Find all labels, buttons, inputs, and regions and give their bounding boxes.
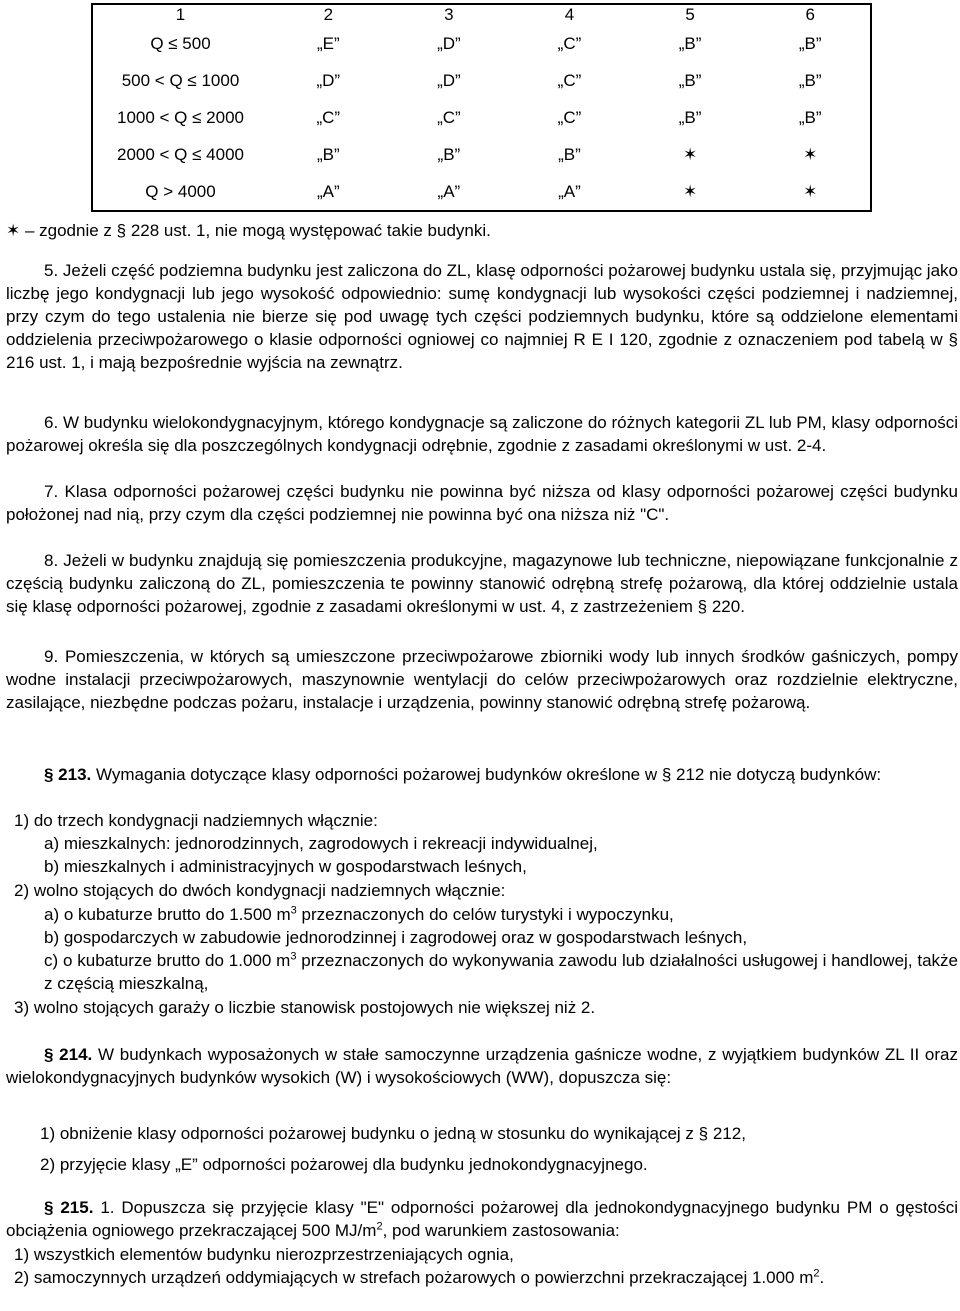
table-cell: „C” xyxy=(316,107,341,127)
table-row xyxy=(92,99,871,136)
item-text: przeznaczonych do wykonywania zawodu lub działalności usługowej i handlowej, także z częścią mieszkalną, xyxy=(44,951,958,993)
table-cell-range: 1000 < Q ≤ 2000 xyxy=(116,107,244,127)
table-cell: „D” xyxy=(437,70,461,90)
list-item: 1) do trzech kondygnacji nadziemnych włącznie: xyxy=(14,811,378,830)
list-item: a) mieszkalnych: jednorodzinnych, zagrodowych i rekreacji indywidualnej, xyxy=(44,834,598,853)
paragraph-6: 6. W budynku wielokondygnacyjnym, którego kondygnacje są zaliczone do różnych kategorii ZL lub PM, klasy odporności pożarowej określa się dla poszczególnych kondygnacji odrębnie, zgodnie z zasadami określonymi w ust. 2-4. xyxy=(6,413,958,455)
star-icon: ✶ xyxy=(803,182,818,201)
table-row xyxy=(92,25,871,62)
superscript: 2 xyxy=(376,1220,383,1233)
table-cell-range: 2000 < Q ≤ 4000 xyxy=(116,144,244,164)
list-item: b) mieszkalnych i administracyjnych w gospodarstwach leśnych, xyxy=(44,857,527,876)
list-item xyxy=(14,1266,954,1289)
table-cell-range: Q ≤ 500 xyxy=(150,33,211,53)
table-cell-range: Q > 4000 xyxy=(145,181,216,201)
superscript: 3 xyxy=(290,950,297,963)
section-214 xyxy=(6,1043,958,1089)
table-header-cell: 3 xyxy=(444,5,454,24)
list-item: 1) obniżenie klasy odporności pożarowej budynku o jedną w stosunku do wynikającej z § 212, xyxy=(40,1124,746,1143)
table-cell: „A” xyxy=(316,181,340,201)
item-text: . xyxy=(819,1268,825,1287)
item-text: c) o kubaturze brutto do 1.000 m xyxy=(44,951,291,970)
table-footnote: ✶ – zgodnie z § 228 ust. 1, nie mogą występować takie budynki. xyxy=(6,221,491,240)
list-item: 2) przyjęcie klasy „E” odporności pożarowej dla budynku jednokondygnacyjnego. xyxy=(40,1155,648,1174)
paragraph-9: 9. Pomieszczenia, w których są umieszczone przeciwpożarowe zbiorniki wody lub innych środków gaśniczych, pompy wodne instalacji przeciwpożarowych, maszynownie wentylacji do celów przeciwpożarowych oraz rozdzielnie elektryczne, zasilające, niezbędne podczas pożaru, instalacje i urządzenia, powinny stanowić odrębną strefę pożarową. xyxy=(6,647,958,712)
table-row xyxy=(92,136,871,173)
table-cell: „B” xyxy=(558,144,581,164)
section-text: 1. Dopuszcza się przyjęcie klasy "E" odporności pożarowej dla jednokondygnacyjnego budynku PM o gęstości obciążenia ogniowego przekraczającej 500 MJ/m xyxy=(6,1198,958,1240)
table-cell: „C” xyxy=(557,33,582,53)
table-cell: „B” xyxy=(798,70,822,90)
paragraph-7: 7. Klasa odporności pożarowej części budynku nie powinna być niższa od klasy odporności pożarowej części budynku położonej nad nią, przy czym dla części podziemnej nie powinna być ona niższa niż "C". xyxy=(6,482,958,524)
table-cell: „E” xyxy=(316,33,340,53)
table-row xyxy=(92,173,871,211)
item-text: przeznaczonych do celów turystyki i wypoczynku, xyxy=(296,905,674,924)
table-cell: „A” xyxy=(437,181,461,201)
superscript: 3 xyxy=(290,904,297,917)
item-text: 2) samoczynnych urządzeń oddymiających w strefach pożarowych o powierzchni przekraczającej 1.000 m xyxy=(14,1268,814,1287)
table-cell: „D” xyxy=(437,33,461,53)
table-cell: „C” xyxy=(557,70,582,90)
star-icon: ✶ xyxy=(682,145,698,164)
table-header-row xyxy=(92,4,871,25)
table-cell: „C” xyxy=(557,107,582,127)
section-number: § 215. xyxy=(44,1198,94,1217)
section-text: , pod warunkiem zastosowania: xyxy=(382,1221,620,1240)
star-icon: ✶ xyxy=(682,182,698,201)
list-item: 1) wszystkich elementów budynku nierozprzestrzeniających ognia, xyxy=(14,1245,514,1264)
section-215 xyxy=(6,1196,958,1242)
list-item: 3) wolno stojących garaży o liczbie stanowisk postojowych nie większej niż 2. xyxy=(14,998,596,1017)
fire-resistance-table xyxy=(91,3,872,212)
paragraph-5: 5. Jeżeli część podziemna budynku jest zaliczona do ZL, klasę odporności pożarowej budynku ustala się, przyjmując jako liczbę jego kondygnacji lub jego wysokość odpowiednio: sumę kondygnacji lub wysokości części podziemnej i nadziemnej, przy czym do tego ustalenia nie bierze się pod uwagę tych części podziemnych budynku, które są oddzielone elementami oddzielenia przeciwpożarowego o klasie odporności ogniowej co najmniej R E I 120, zgodnie z oznaczeniem pod tabelą w § 216 ust. 1, i mają bezpośrednie wyjścia na zewnątrz. xyxy=(6,261,958,372)
table-cell: „D” xyxy=(316,70,341,90)
star-icon: ✶ xyxy=(803,145,818,164)
superscript: 2 xyxy=(813,1267,820,1280)
table-cell: „B” xyxy=(678,107,702,127)
table-cell: „B” xyxy=(316,144,340,164)
table-cell: „A” xyxy=(558,181,581,201)
table-header-cell: 4 xyxy=(564,5,575,24)
table-cell: „B” xyxy=(798,107,822,127)
table-cell: „C” xyxy=(437,107,461,127)
list-item xyxy=(44,949,958,995)
table-cell: „B” xyxy=(798,33,822,53)
table-header-cell: 6 xyxy=(805,5,815,24)
table-cell: „B” xyxy=(678,33,702,53)
section-number: § 214. xyxy=(44,1045,93,1064)
section-text: W budynkach wyposażonych w stałe samoczynne urządzenia gaśnicze wodne, z wyjątkiem budynków ZL II oraz wielokondygnacyjnych budynków wysokich (W) i wysokościowych (WW), dopuszcza się: xyxy=(6,1045,958,1087)
table-cell: „B” xyxy=(437,144,461,164)
table-row xyxy=(92,62,871,99)
list-item xyxy=(44,903,674,926)
table-header-cell: 1 xyxy=(175,5,186,24)
item-text: a) o kubaturze brutto do 1.500 m xyxy=(44,905,291,924)
table-cell: „B” xyxy=(678,70,702,90)
section-number: § 213. xyxy=(44,765,92,784)
section-213 xyxy=(6,763,958,786)
paragraph-8: 8. Jeżeli w budynku znajdują się pomieszczenia produkcyjne, magazynowe lub techniczne, niepowiązane funkcjonalnie z częścią budynku zaliczoną do ZL, pomieszczenia te powinny stanowić odrębną strefę pożarową, dla której oddzielnie ustala się klasę odporności pożarowej, zgodnie z zasadami określonymi w ust. 4, z zastrzeżeniem § 220. xyxy=(6,551,958,616)
table-header-cell: 5 xyxy=(685,5,695,24)
table-header-cell: 2 xyxy=(323,5,334,24)
list-item: b) gospodarczych w zabudowie jednorodzinnej i zagrodowej oraz w gospodarstwach leśnych, xyxy=(44,928,748,947)
list-item: 2) wolno stojących do dwóch kondygnacji nadziemnych włącznie: xyxy=(14,881,506,900)
section-text: Wymagania dotyczące klasy odporności pożarowej budynków określone w § 212 nie dotyczą budynków: xyxy=(91,765,882,784)
table-cell-range: 500 < Q ≤ 1000 xyxy=(121,70,240,90)
